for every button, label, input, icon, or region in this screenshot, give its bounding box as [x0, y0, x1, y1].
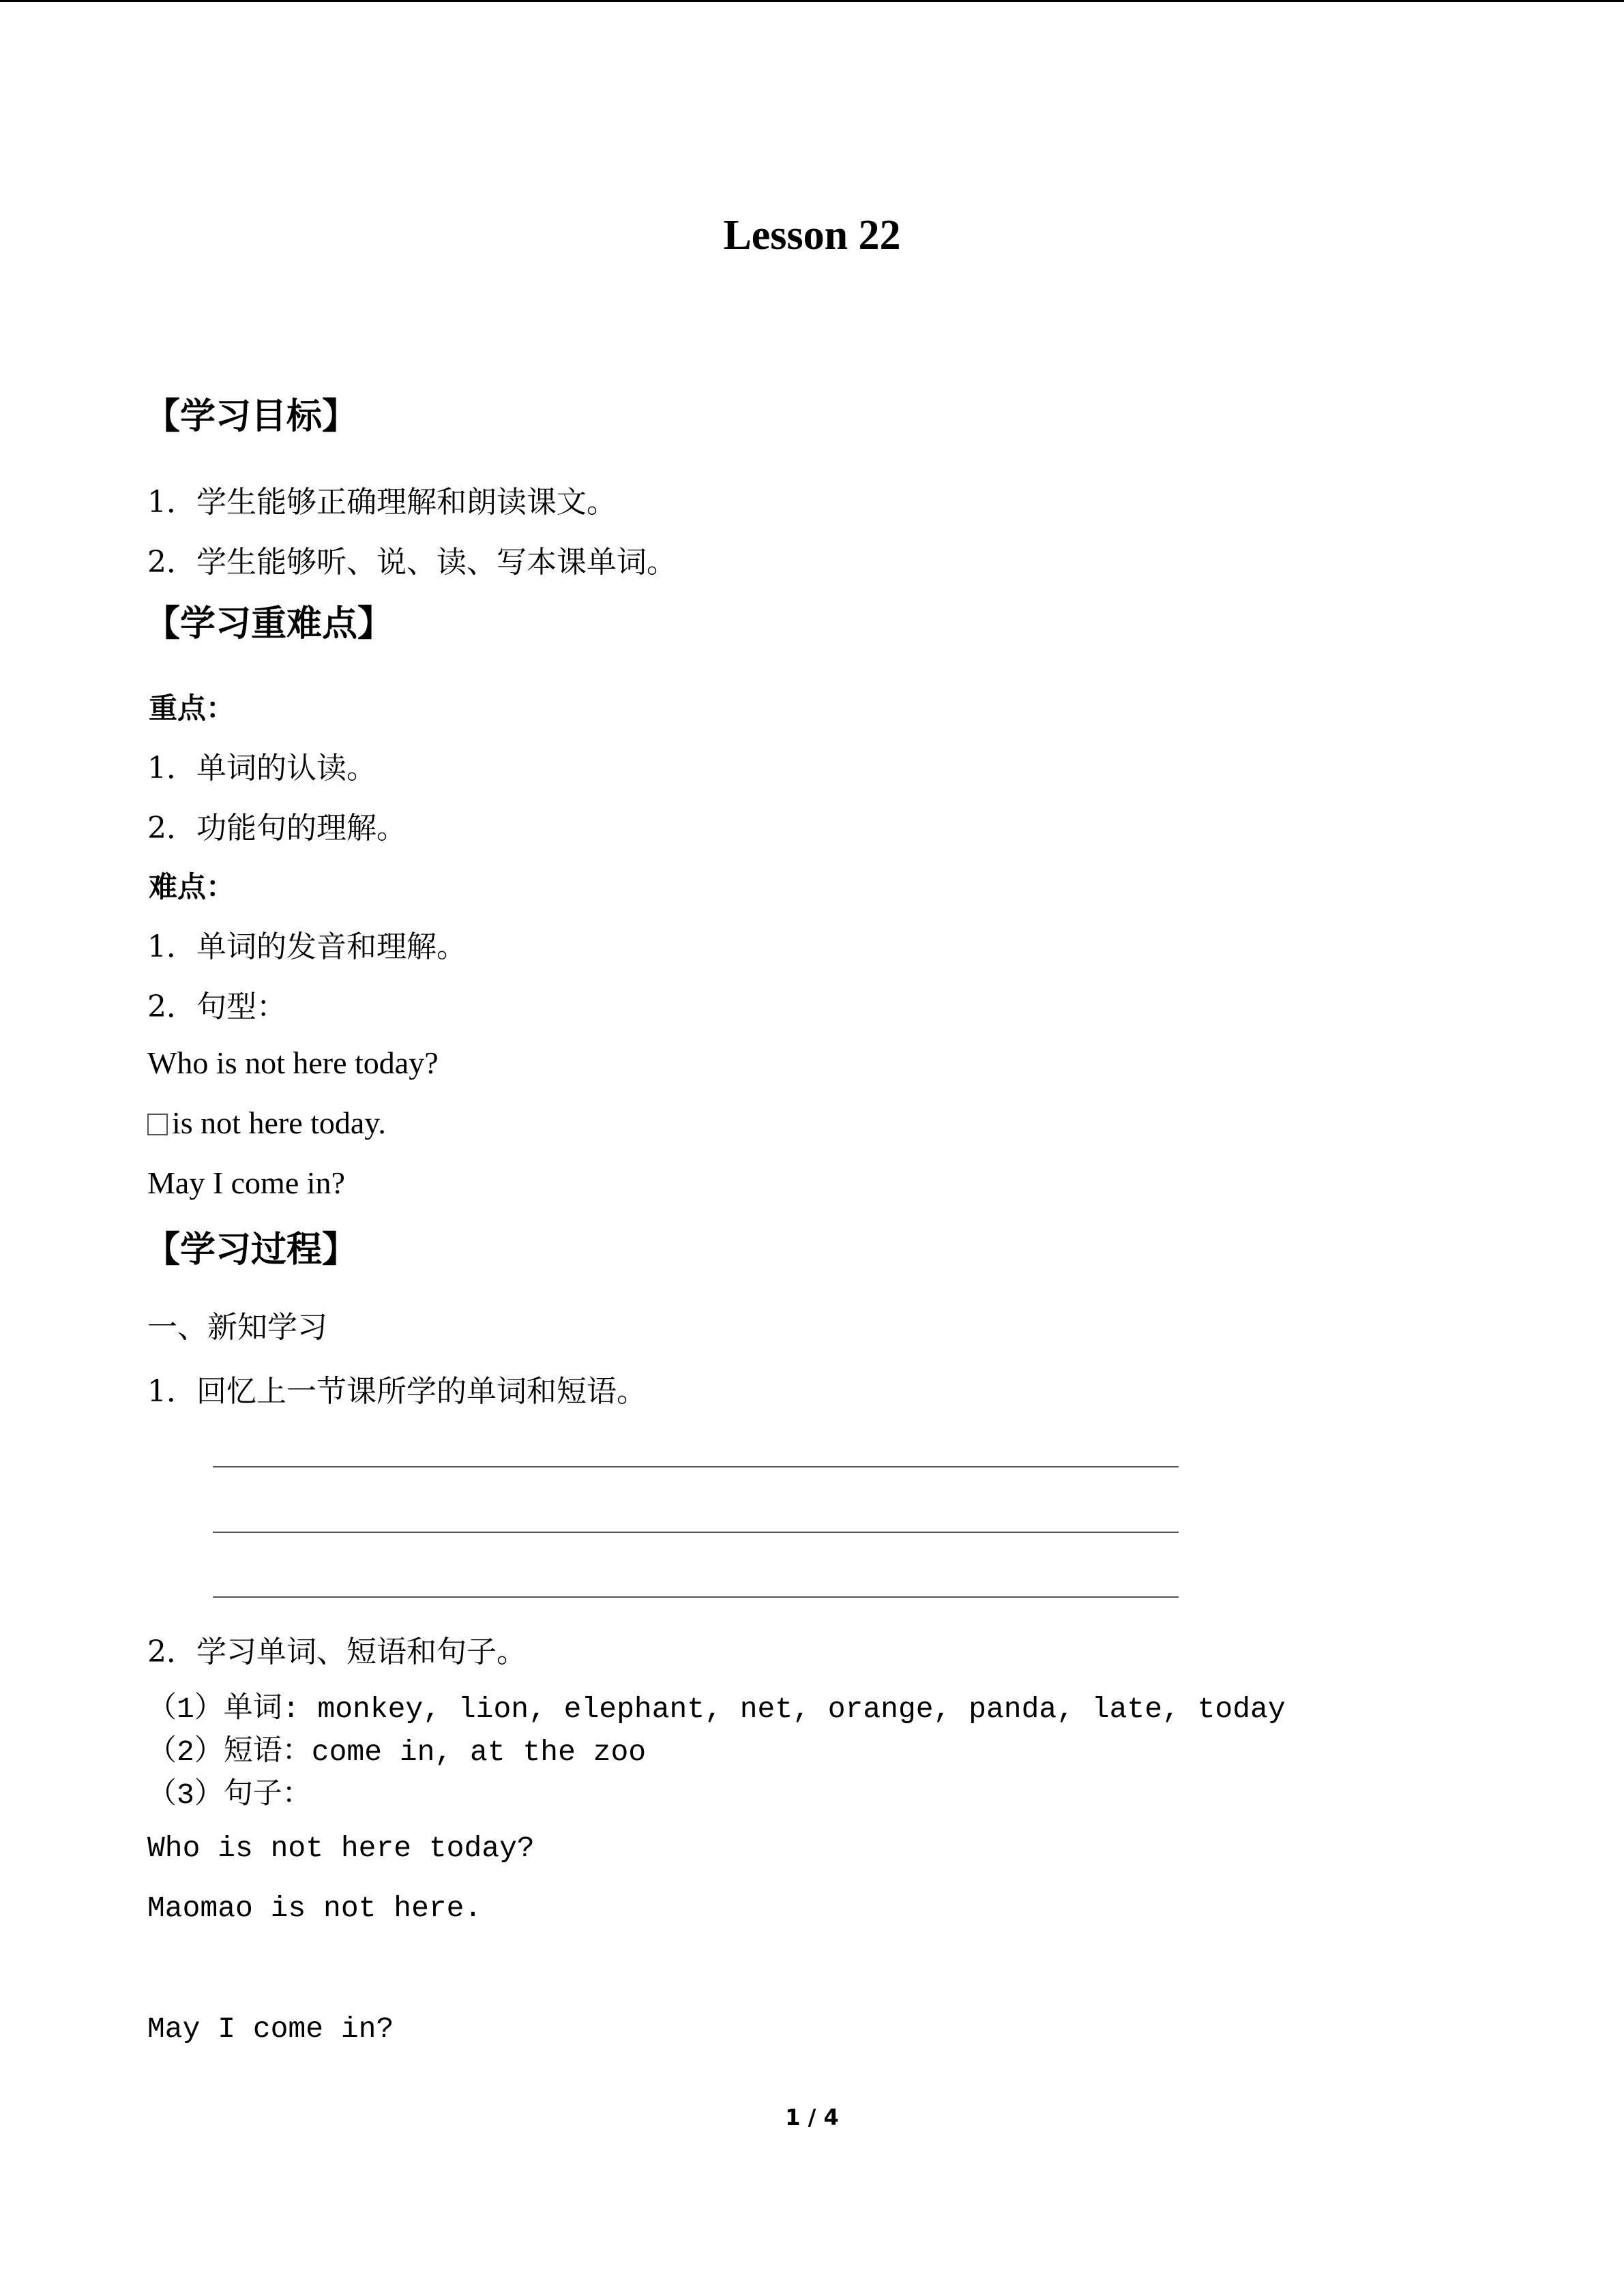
key-points-heading: 【学习重难点】: [145, 603, 394, 644]
process-heading: 【学习过程】: [145, 1229, 358, 1270]
placeholder-box: [147, 1114, 168, 1135]
objective-item: 1．学生能够正确理解和朗读课文。: [147, 485, 617, 520]
focus-label: 重点：: [149, 691, 235, 725]
answer-line: [213, 1596, 1179, 1598]
objectives-heading: 【学习目标】: [145, 396, 358, 437]
difficulty-item: 1．单词的发音和理解。: [147, 929, 467, 964]
difficulty-label: 难点：: [149, 870, 235, 904]
top-border: [0, 0, 1624, 2]
task-item: 2．学习单词、短语和句子。: [147, 1635, 527, 1669]
objective-item: 2．学生能够听、说、读、写本课单词。: [147, 545, 677, 580]
page-title: Lesson 22: [723, 212, 901, 258]
answer-line: [213, 1466, 1179, 1467]
answer-line: [213, 1532, 1179, 1533]
pattern-sentence: Who is not here today?: [147, 1045, 439, 1080]
focus-item: 1．单词的认读。: [147, 751, 377, 786]
example-sentence: May I come in?: [147, 2012, 394, 2046]
words-row: （1）单词: monkey, lion, elephant, net, orange, panda, late, today: [147, 1693, 1286, 1726]
example-sentence: Who is not here today?: [147, 1832, 535, 1865]
pattern-sentence: May I come in?: [147, 1165, 345, 1200]
focus-item: 2．功能句的理解。: [147, 811, 407, 846]
example-sentence: Maomao is not here.: [147, 1892, 482, 1925]
task-item: 1．回忆上一节课所学的单词和短语。: [147, 1374, 647, 1409]
difficulty-item: 2．句型：: [147, 989, 286, 1024]
page-number: 1 / 4: [785, 2104, 839, 2130]
phrases-row: （2）短语：come in, at the zoo: [147, 1735, 647, 1769]
section-title: 一、新知学习: [147, 1310, 327, 1345]
pattern-sentence: is not here today.: [147, 1105, 386, 1141]
sentences-label: （3）句子：: [147, 1778, 312, 1812]
